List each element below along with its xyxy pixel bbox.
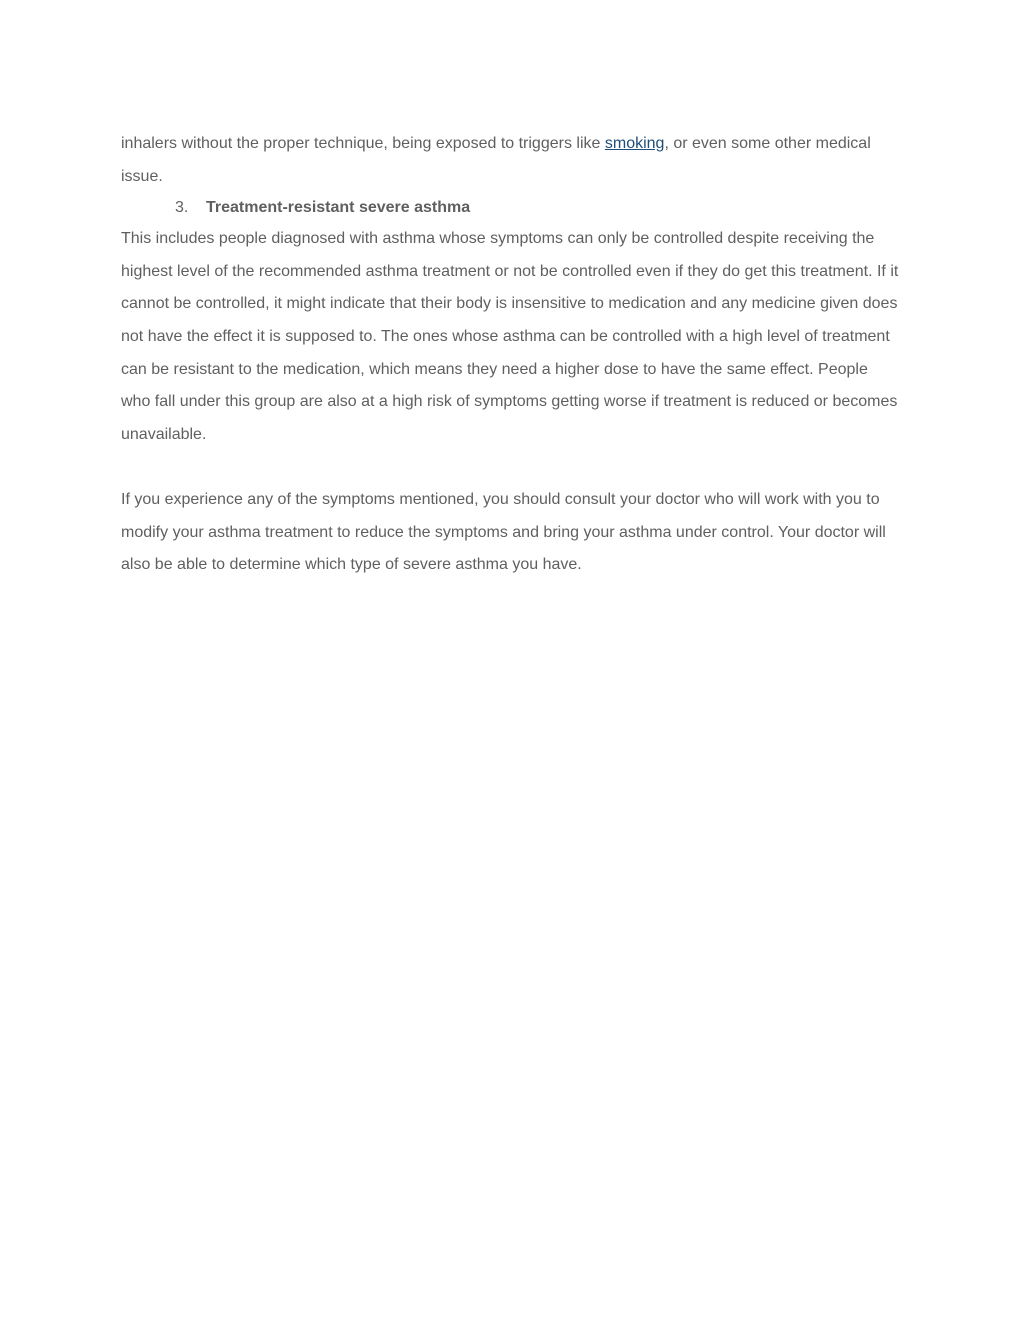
paragraph-spacer bbox=[121, 451, 901, 484]
consult-doctor-paragraph: If you experience any of the symptoms mentioned, you should consult your doctor who will work with you to modify your asthma treatment to reduce the symptoms and bring your asthma under control. Your doctor will also be able to determine which type of severe asthma you have. bbox=[121, 490, 886, 574]
list-number: 3. bbox=[175, 199, 189, 217]
list-heading: Treatment-resistant severe asthma bbox=[206, 199, 471, 217]
smoking-link[interactable]: smoking bbox=[604, 135, 665, 152]
intro-paragraph bbox=[121, 128, 901, 193]
document-page bbox=[121, 128, 901, 582]
intro-text-before-link: inhalers without the proper technique, being exposed to triggers like bbox=[121, 135, 605, 152]
intro-text-after-link: , or even some other medical issue. bbox=[121, 135, 871, 185]
treatment-resistant-paragraph: This includes people diagnosed with asthma whose symptoms can only be controlled despite receiving the highest level of the recommended asthma treatment or not be controlled even if they do get this treatment. If it cannot be controlled, it might indicate that their body is insensitive to medication and any medicine given does not have the effect it is supposed to. The ones whose asthma can be controlled with a high level of treatment can be resistant to the medication, which means they need a higher dose to have the same effect. People who fall under this group are also at a high risk of symptoms getting worse if treatment is reduced or becomes unavailable. bbox=[121, 230, 899, 443]
numbered-list-item bbox=[121, 193, 901, 223]
